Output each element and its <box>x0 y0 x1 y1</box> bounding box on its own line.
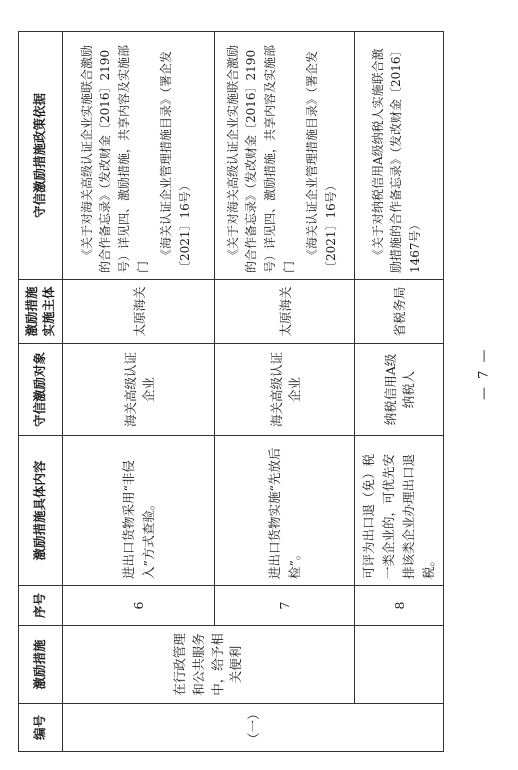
table-row <box>63 32 215 752</box>
row-basis <box>355 32 444 280</box>
table-row <box>355 32 444 752</box>
incentive-measures-table <box>18 31 444 752</box>
group-measures-cell: 在行政管理和公共服务中，给予相关便利 <box>63 626 355 704</box>
page-number: — 7 — <box>476 347 492 400</box>
row-target: 海关高级认证企业 <box>63 344 215 436</box>
header-measures: 激励措施 <box>19 626 63 704</box>
group-number-cell: （一） <box>63 704 444 752</box>
row-content: 可评为出口退（免）税一类企业的，可优先安排该类企业办理出口退税。 <box>355 436 444 586</box>
basis-paragraph: 《海关认证企业管理措施目录》（署企发〔2021〕16号） <box>159 50 192 273</box>
row-entity: 省税务局 <box>355 280 444 344</box>
row-entity: 太原海关 <box>215 280 355 344</box>
row-target: 海关高级认证企业 <box>215 344 355 436</box>
row-seq: 8 <box>355 586 444 626</box>
header-basis: 守信激励措施政策依据 <box>19 32 63 280</box>
header-seq: 序号 <box>19 586 63 626</box>
header-content: 激励措施具体内容 <box>19 436 63 586</box>
row-seq: 7 <box>215 586 355 626</box>
header-number: 编号 <box>19 704 63 752</box>
header-entity: 激励措施实施主体 <box>19 280 63 344</box>
row-seq: 6 <box>63 586 215 626</box>
basis-paragraph: 《关于对海关高级认证企业实施联合激励的合作备忘录》（发改财金〔2016〕2190号）详见四、激励措施，共享内容及实施部门 <box>225 44 296 273</box>
row-basis <box>63 32 215 280</box>
row-entity: 太原海关 <box>63 280 215 344</box>
rotated-table-container <box>18 32 436 752</box>
row-basis <box>215 32 355 280</box>
row-target: 纳税信用A级纳税人 <box>355 344 444 436</box>
basis-paragraph: 《关于对海关高级认证企业实施联合激励的合作备忘录》（发改财金〔2016〕2190号）详见四、激励措施，共享内容及实施部门 <box>79 44 150 273</box>
header-row <box>19 32 63 752</box>
basis-paragraph: 《海关认证企业管理措施目录》（署企发〔2021〕16号） <box>305 50 338 273</box>
empty-measures-cell <box>355 626 444 704</box>
row-content: 进出口货物实施“先放后检”。 <box>215 436 355 586</box>
row-content: 进出口货物采用“非侵入”方式查验。 <box>63 436 215 586</box>
basis-paragraph: 《关于对纳税信用A级纳税人实施联合激励措施的合作备忘录》（发改财金〔2016〕1467号） <box>370 44 422 273</box>
header-target: 守信激励对象 <box>19 344 63 436</box>
